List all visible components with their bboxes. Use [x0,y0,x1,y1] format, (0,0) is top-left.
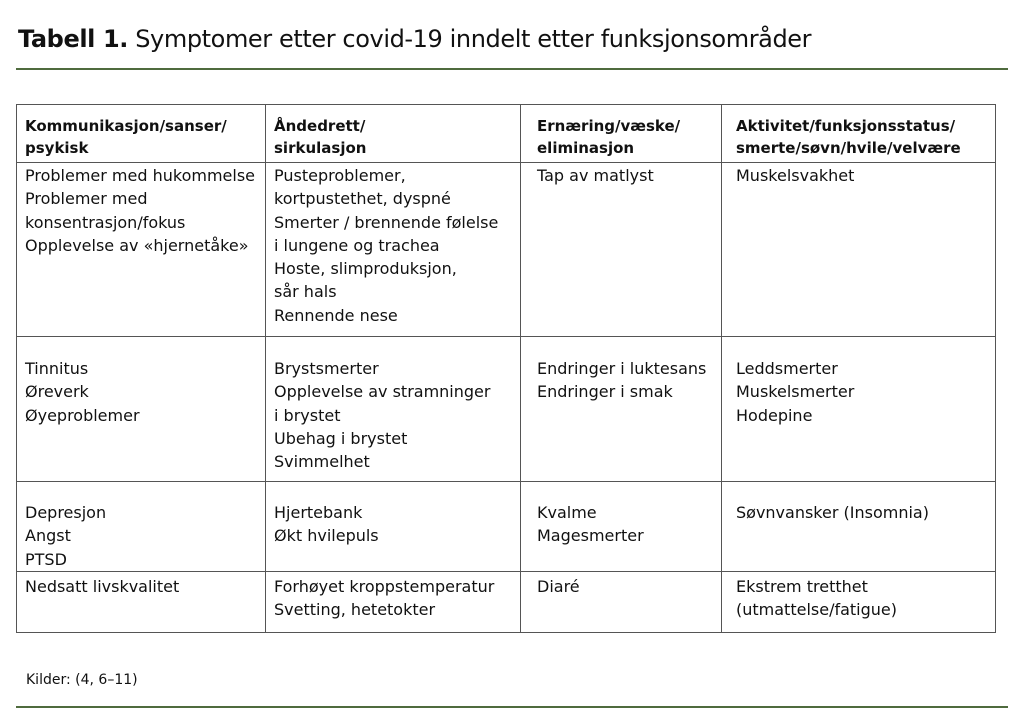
header-line: sirkulasjon [274,139,367,157]
cell-line: i lungene og trachea [274,235,440,255]
source-note: Kilder: (4, 6–11) [26,672,138,688]
cell-line: Søvnvansker (Insomnia) [736,503,929,522]
cell-line: Pusteproblemer, [274,166,406,185]
cell-line: Problemer med [25,189,148,209]
header-cell-nutrition [521,105,722,163]
table-row [17,337,996,482]
header-row [17,105,996,163]
table-cell [722,337,996,482]
table-number: Tabell 1. [18,25,128,53]
cell-line: Hjertebank [274,503,363,522]
table-row [17,572,996,633]
header-line: psykisk [25,139,89,157]
table-cell [266,163,521,337]
cell-line: Hoste, slimproduksjon, [274,259,457,279]
table-cell [521,337,722,482]
top-divider [16,68,1008,70]
header-line: Kommunikasjon/sanser/ [25,117,227,135]
header-line: smerte/søvn/hvile/velvære [736,139,961,157]
header-line: Aktivitet/funksjonsstatus/ [736,117,956,135]
cell-line: Leddsmerter [736,359,838,378]
cell-line: Smerter / brennende følelse [274,212,499,232]
table-caption: Symptomer etter covid-19 inndelt etter funksjonsområder [135,25,812,53]
cell-line: Ekstrem tretthet [736,577,868,596]
cell-line: i brystet [274,405,341,425]
cell-line: Rennende nese [274,305,398,325]
cell-line: Tinnitus [25,359,89,378]
header-line: Åndedrett/ [274,117,366,135]
table-title [18,24,811,54]
table-cell [521,163,722,337]
header-line: eliminasjon [537,139,635,157]
cell-line: PTSD [25,549,67,569]
table-cell [722,163,996,337]
cell-line: Svimmelhet [274,452,370,472]
table-row [17,163,996,337]
cell-line: Brystsmerter [274,359,379,378]
table-cell [722,572,996,633]
cell-line: Kvalme [537,503,597,522]
cell-line: Endringer i smak [537,382,673,402]
table-cell [17,572,266,633]
header-cell-activity [722,105,996,163]
table-cell [266,572,521,633]
table-cell [722,482,996,572]
header-cell-breathing [266,105,521,163]
cell-line: Magesmerter [537,526,644,546]
table-cell [17,482,266,572]
cell-line: Opplevelse av stramninger [274,382,491,402]
table-cell [266,482,521,572]
cell-line: Nedsatt livskvalitet [25,577,180,596]
cell-line: Svetting, hetetokter [274,600,436,620]
cell-line: Forhøyet kroppstemperatur [274,577,495,596]
table-cell [521,482,722,572]
table-row [17,482,996,572]
cell-line: Problemer med hukommelse [25,166,255,185]
cell-line: Øreverk [25,382,89,402]
header-line: Ernæring/væske/ [537,117,681,135]
cell-line: Muskelsmerter [736,382,855,402]
symptom-table [16,104,996,633]
cell-line: Angst [25,526,71,546]
cell-line: sår hals [274,282,337,302]
cell-line: Økt hvilepuls [274,526,379,546]
table-cell [266,337,521,482]
cell-line: Opplevelse av «hjernetåke» [25,235,249,255]
table-cell [521,572,722,633]
cell-line: (utmattelse/fatigue) [736,600,897,620]
cell-line: Hodepine [736,405,813,425]
cell-line: Depresjon [25,503,107,522]
cell-line: Endringer i luktesans [537,359,707,378]
cell-line: Tap av matlyst [537,166,654,185]
cell-line: Ubehag i brystet [274,428,408,448]
table-cell [17,163,266,337]
bottom-divider [16,706,1008,708]
cell-line: Muskelsvakhet [736,166,855,185]
cell-line: kortpustethet, dyspné [274,189,451,209]
cell-line: konsentrasjon/fokus [25,212,186,232]
table-cell [17,337,266,482]
cell-line: Øyeproblemer [25,405,140,425]
cell-line: Diaré [537,577,580,596]
header-cell-communication [17,105,266,163]
